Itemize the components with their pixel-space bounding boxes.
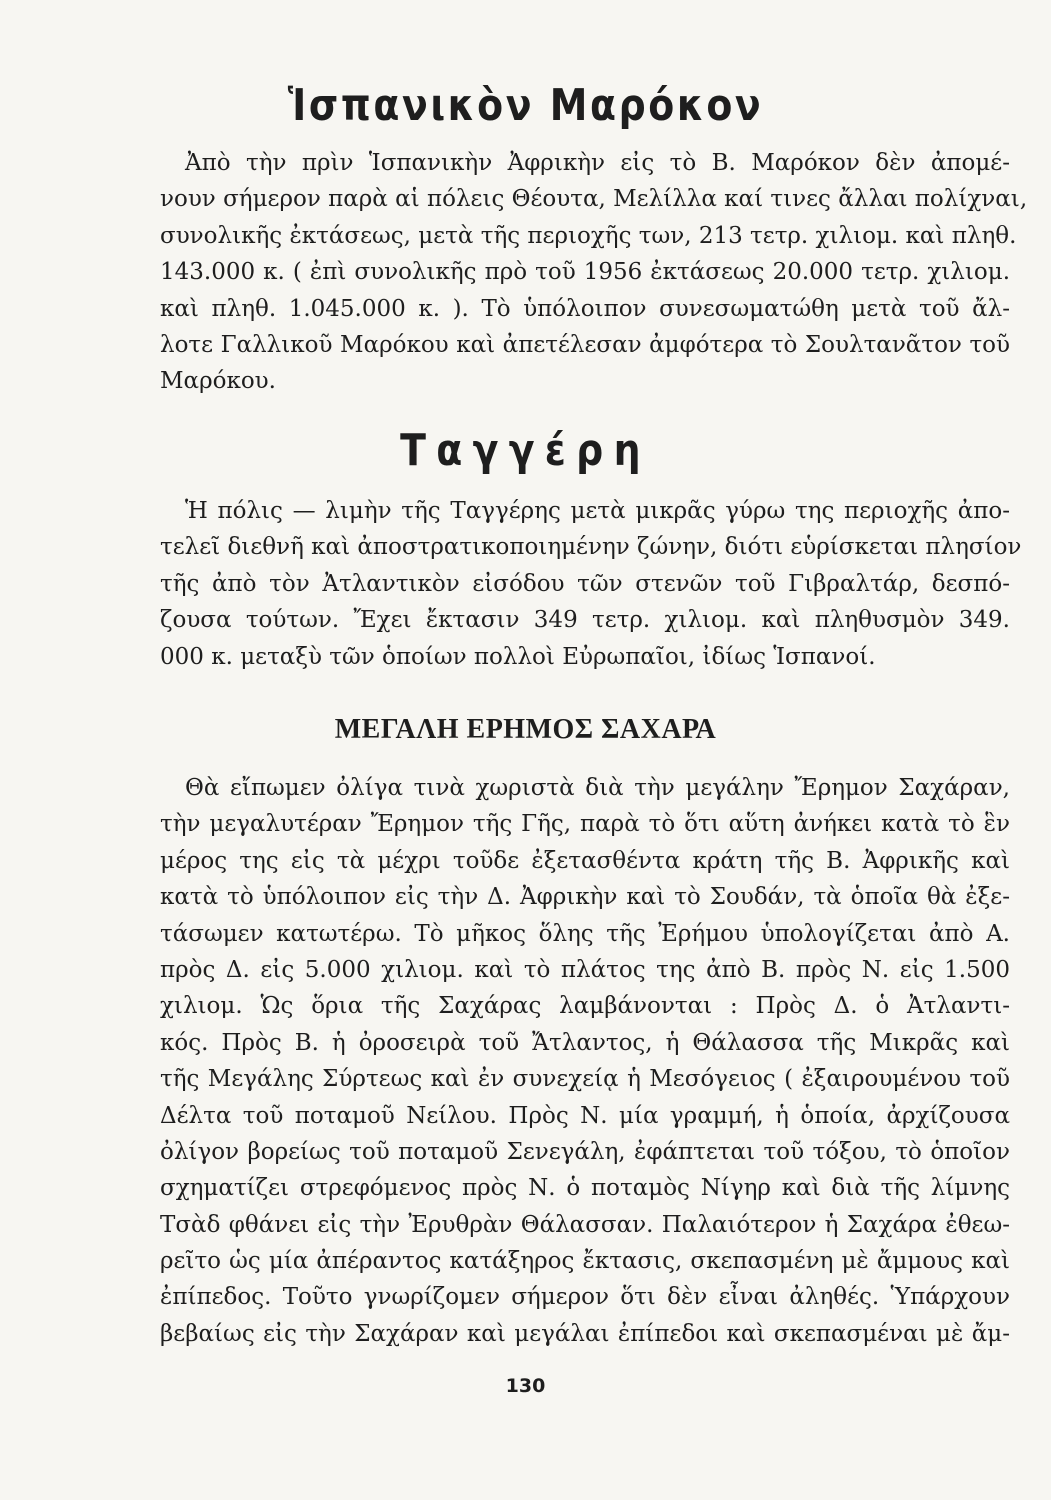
page-number: 130: [505, 1375, 546, 1397]
paragraph-sahara: [160, 770, 1010, 1352]
text-line: Ἀπὸ τὴν πρὶν Ἱσπανικὴν Ἀφρικὴν εἰς τὸ Β. Μαρόκον δὲν ἀπομέ-: [185, 150, 1010, 176]
text-line: Μαρόκου.: [160, 368, 276, 395]
text-line: τῆς Μεγάλης Σύρτεως καὶ ἐν συνεχείᾳ ἡ Μεσόγειος ( ἐξαιρουμένου τοῦ: [160, 1066, 1010, 1093]
text-line: ἐπίπεδος. Τοῦτο γνωρίζομεν σήμερον ὅτι δὲν εἶναι ἀληθές. Ὑπάρχουν: [160, 1284, 1010, 1311]
text-line: λοτε Γαλλικοῦ Μαρόκου καὶ ἀπετέλεσαν ἀμφότερα τὸ Σουλτανᾶτον τοῦ: [160, 331, 1010, 358]
text-line: τελεῖ διεθνῆ καὶ ἀποστρατικοποιημένην ζώνην, διότι εὑρίσκεται πλησίον: [160, 534, 1022, 561]
text-line: ὀλίγον βορείως τοῦ ποταμοῦ Σενεγάλη, ἐφάπτεται τοῦ τόξου, τὸ ὁποῖον: [160, 1138, 1010, 1165]
text-line: κατὰ τὸ ὑπόλοιπον εἰς τὴν Δ. Ἀφρικὴν καὶ τὸ Σουδάν, τὰ ὁποῖα θὰ ἐξε-: [160, 884, 1010, 911]
text-line: ρεῖτο ὡς μία ἀπέραντος κατάξηρος ἔκτασις, σκεπασμένη μὲ ἄμμους καὶ: [160, 1248, 1010, 1275]
text-line: Θὰ εἴπωμεν ὀλίγα τινὰ χωριστὰ διὰ τὴν μεγάλην Ἔρημον Σαχάραν,: [185, 775, 1010, 801]
text-line: Δέλτα τοῦ ποταμοῦ Νείλου. Πρὸς Ν. μία γραμμή, ἡ ὁποία, ἀρχίζουσα: [160, 1102, 1010, 1129]
text-line: μέρος της εἰς τὰ μέχρι τοῦδε ἐξετασθέντα κράτη τῆς Β. Ἀφρικῆς καὶ: [160, 847, 1010, 874]
text-line: χιλιομ. Ὡς ὅρια τῆς Σαχάρας λαμβάνονται : Πρὸς Δ. ὁ Ἀτλαντι-: [160, 993, 1010, 1020]
text-line: νουν σήμερον παρὰ αἱ πόλεις Θέουτα, Μελίλλα καί τινες ἄλλαι πολίχναι,: [160, 186, 1028, 213]
text-line: συνολικῆς ἐκτάσεως, μετὰ τῆς περιοχῆς των, 213 τετρ. χιλιομ. καὶ πληθ.: [160, 222, 1017, 249]
text-line: καὶ πληθ. 1.045.000 κ. ). Τὸ ὑπόλοιπον συνεσωματώθη μετὰ τοῦ ἄλ-: [160, 295, 1010, 322]
heading-spanish-morocco: Ἱσπανικὸν Μαρόκον: [287, 80, 764, 131]
paragraph-tangier: [160, 493, 1022, 675]
text-line: 000 κ. μεταξὺ τῶν ὁποίων πολλοὶ Εὐρωπαῖοι, ἰδίως Ἱσπανοί.: [160, 643, 876, 670]
text-line: βεβαίως εἰς τὴν Σαχάραν καὶ μεγάλαι ἐπίπεδοι καὶ σκεπασμέναι μὲ ἄμ-: [160, 1320, 1010, 1347]
text-line: Τσὰδ φθάνει εἰς τὴν Ἐρυθρὰν Θάλασσαν. Παλαιότερον ἡ Σαχάρα ἐθεω-: [160, 1211, 1010, 1238]
paragraph-spanish-morocco: [160, 145, 1028, 400]
text-line: σχηματίζει στρεφόμενος πρὸς Ν. ὁ ποταμὸς Νίγηρ καὶ διὰ τῆς λίμνης: [160, 1175, 1010, 1202]
text-line: ζουσα τούτων. Ἔχει ἔκτασιν 349 τετρ. χιλιομ. καὶ πληθυσμὸν 349.: [160, 607, 1010, 634]
text-line: τὴν μεγαλυτέραν Ἔρημον τῆς Γῆς, παρὰ τὸ ὅτι αὕτη ἀνήκει κατὰ τὸ ἓν: [160, 811, 1010, 838]
text-line: πρὸς Δ. εἰς 5.000 χιλιομ. καὶ τὸ πλάτος της ἀπὸ Β. πρὸς Ν. εἰς 1.500: [160, 956, 1010, 983]
text-line: τῆς ἀπὸ τὸν Ἀτλαντικὸν εἰσόδου τῶν στενῶν τοῦ Γιβραλτάρ, δεσπό-: [160, 570, 1010, 597]
text-line: 143.000 κ. ( ἐπὶ συνολικῆς πρὸ τοῦ 1956 ἐκτάσεως 20.000 τετρ. χιλιομ.: [160, 259, 1010, 286]
heading-tangier: Ταγγέρη: [400, 425, 651, 476]
text-line: κός. Πρὸς Β. ἡ ὀροσειρὰ τοῦ Ἄτλαντος, ἡ Θάλασσα τῆς Μικρᾶς καὶ: [160, 1029, 1010, 1056]
heading-great-sahara: ΜΕΓΑΛΗ ΕΡΗΜΟΣ ΣΑΧΑΡΑ: [334, 714, 717, 745]
text-line: Ἡ πόλις — λιμὴν τῆς Ταγγέρης μετὰ μικρᾶς γύρω της περιοχῆς ἀπο-: [185, 498, 1010, 524]
text-line: τάσωμεν κατωτέρω. Τὸ μῆκος ὅλης τῆς Ἐρήμου ὑπολογίζεται ἀπὸ Α.: [160, 920, 1010, 947]
